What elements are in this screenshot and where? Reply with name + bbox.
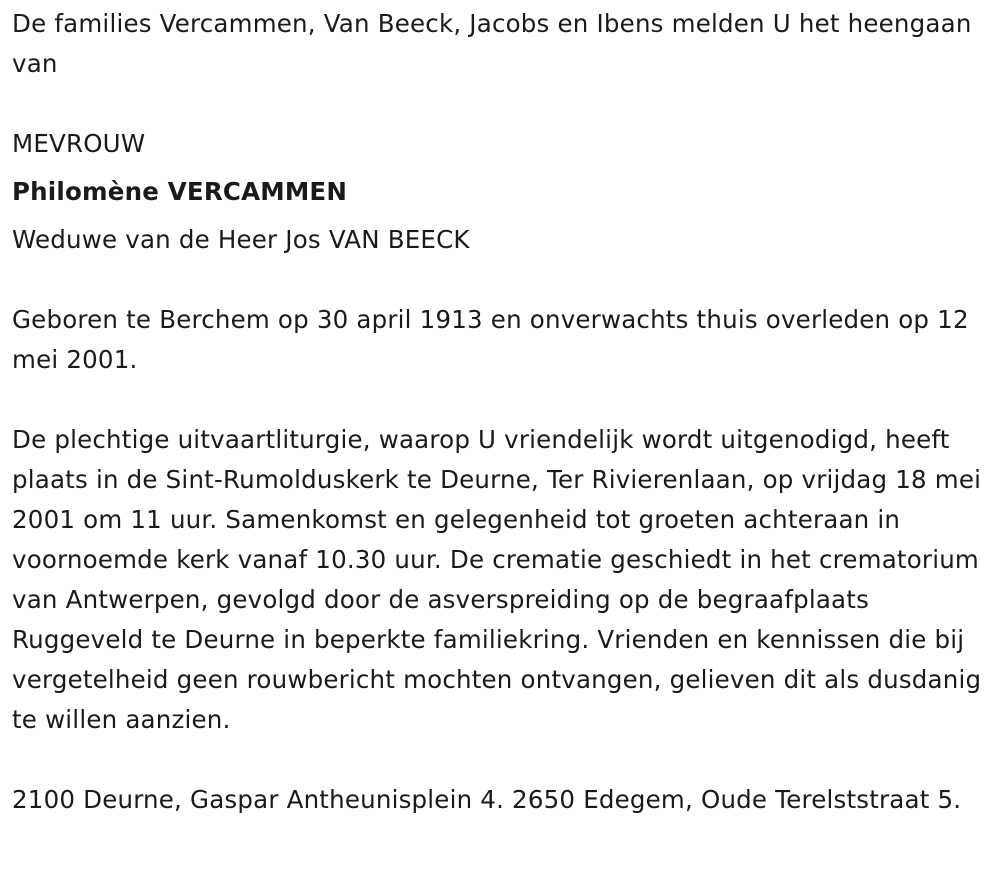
- deceased-name: Philomène VERCAMMEN: [12, 177, 348, 206]
- spacer: [12, 740, 992, 780]
- widow-of-text: Weduwe van de Heer Jos VAN BEECK: [12, 225, 470, 254]
- intro-text: De families Vercammen, Van Beeck, Jacobs en Ibens melden U het heengaan van: [12, 9, 972, 78]
- spacer: [12, 380, 992, 420]
- family-addresses: 2100 Deurne, Gaspar Antheunisplein 4. 2650 Edegem, Oude Terelststraat 5.: [12, 785, 962, 814]
- birth-death-text: Geboren te Berchem op 30 april 1913 en onverwachts thuis overleden op 12 mei 2001.: [12, 305, 969, 374]
- spacer: [12, 84, 992, 124]
- funeral-details: De plechtige uitvaartliturgie, waarop U vriendelijk wordt uitgenodigd, heeft plaats in de Sint-Rumolduskerk te Deurne, Ter Rivierenlaan, op vrijdag 18 mei 2001 om 11 uur. Samenkomst en gelegenheid tot groeten achteraan in voornoemde kerk vanaf 10.30 uur. De crematie geschiedt in het crematorium van Antwerpen, gevolgd door de asverspreiding op de begraafplaats Ruggeveld te Deurne in beperkte familiekring. Vrienden en kennissen die bij vergetelheid geen rouwbericht mochten ontvangen, gelieven dit als dusdanig te willen aanzien.: [12, 425, 982, 734]
- honorific-title: MEVROUW: [12, 129, 146, 158]
- obituary-notice: [12, 4, 992, 820]
- spacer: [12, 260, 992, 300]
